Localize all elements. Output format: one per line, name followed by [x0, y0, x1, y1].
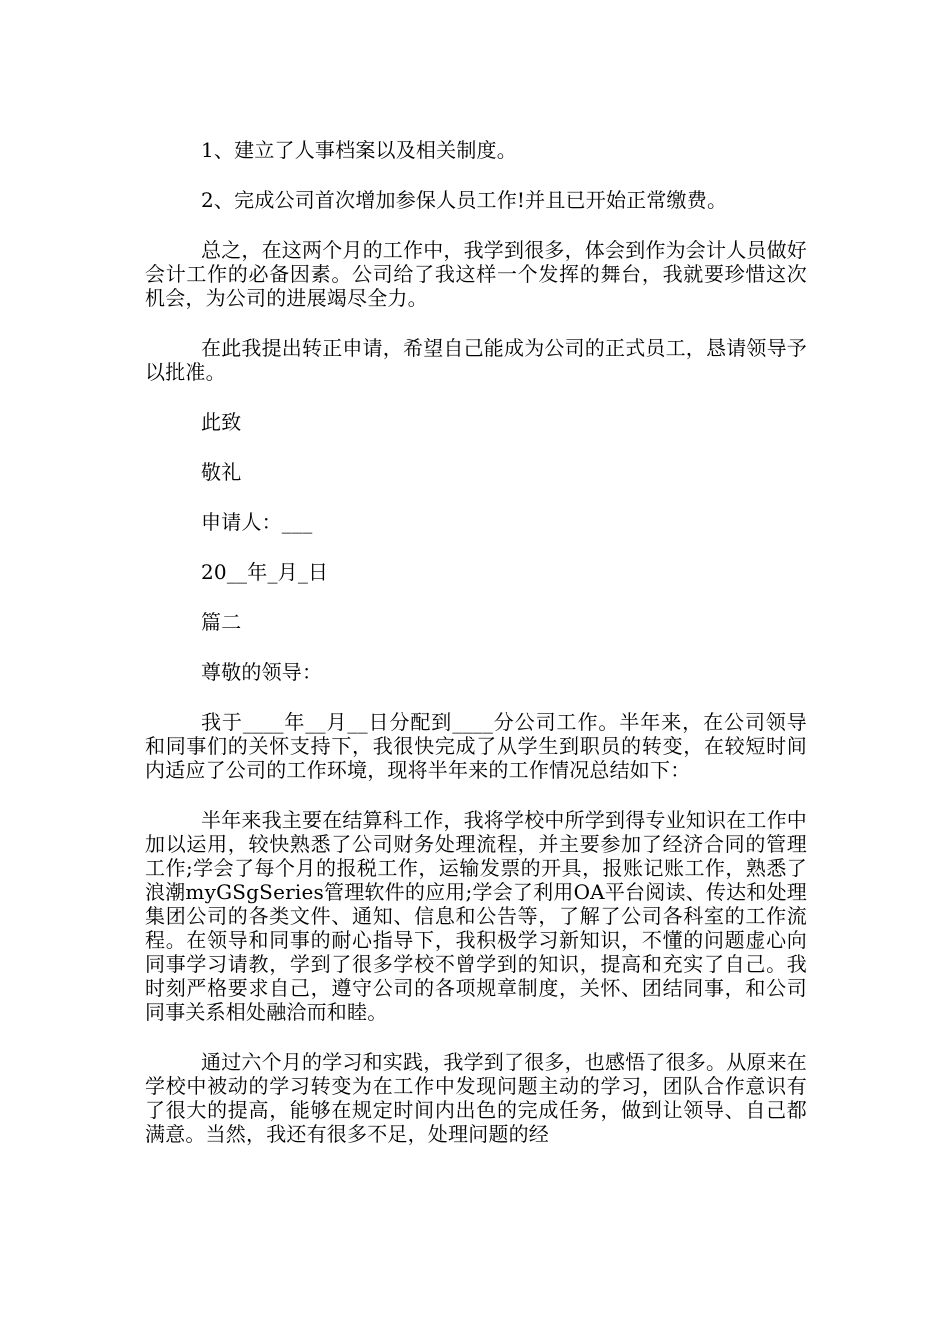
paragraph-work-details: 半年来我主要在结算科工作，我将学校中所学到得专业知识在工作中加以运用，较快熟悉了公司财务处理流程，并主要参加了经济合同的管理工作;学会了每个月的报税工作，运输发票的开具，报账记账工作，熟悉了浪潮myGSgSeries管理软件的应用;学会了利用OA平台阅读、传达和处理集团公司的各类文件、通知、信息和公告等，了解了公司各科室的工作流程。在领导和同事的耐心指导下，我积极学习新知识，不懂的问题虚心向同事学习请教，学到了很多学校不曾学到的知识，提高和充实了自己。我时刻严格要求自己，遵守公司的各项规章制度，关怀、团结同事，和公司同事关系相处融洽而和睦。 [145, 808, 807, 1024]
paragraph-summary: 总之，在这两个月的工作中，我学到很多，体会到作为会计人员做好会计工作的必备因素。公司给了我这样一个发挥的舞台，我就要珍惜这次机会，为公司的进展竭尽全力。 [145, 238, 807, 310]
section-heading: 篇二 [201, 610, 242, 634]
closing-salutation: 此致 [201, 410, 242, 434]
closing-regards: 敬礼 [201, 460, 242, 484]
paragraph-item-1: 1、建立了人事档案以及相关制度。 [201, 138, 517, 162]
document-body [145, 138, 807, 1172]
paragraph-item-2: 2、完成公司首次增加参保人员工作!并且已开始正常缴费。 [201, 188, 728, 212]
greeting-line: 尊敬的领导： [201, 660, 323, 684]
applicant-line: 申请人：___ [201, 510, 313, 534]
paragraph-reflection: 通过六个月的学习和实践，我学到了很多，也感悟了很多。从原来在学校中被动的学习转变为在工作中发现问题主动的学习，团队合作意识有了很大的提高，能够在规定时间内出色的完成任务，做到让领导、自己都满意。当然，我还有很多不足，处理问题的经 [145, 1050, 807, 1146]
paragraph-application: 在此我提出转正申请，希望自己能成为公司的正式员工，恳请领导予以批准。 [145, 336, 807, 384]
paragraph-intro: 我于____年__月__日分配到____分公司工作。半年来，在公司领导和同事们的关怀支持下，我很快完成了从学生到职员的转变，在较短时间内适应了公司的工作环境，现将半年来的工作情况总结如下： [145, 710, 807, 782]
date-line: 20__年_月_日 [201, 560, 329, 584]
